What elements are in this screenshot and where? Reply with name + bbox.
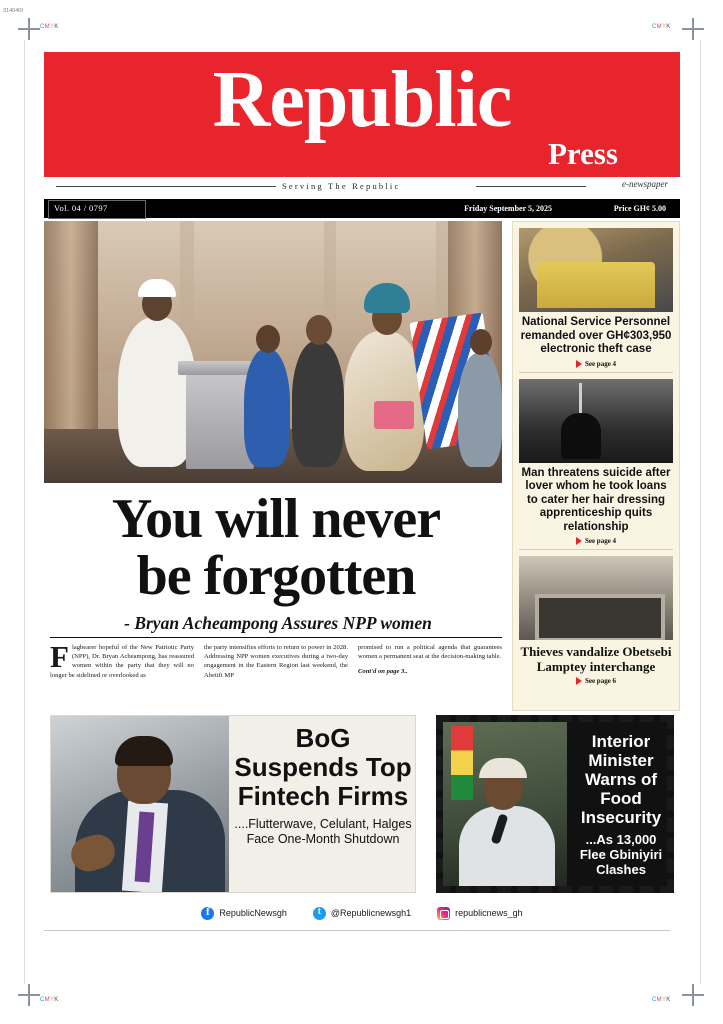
lead-photo bbox=[44, 221, 502, 483]
brief-caption: National Service Personnel remanded over GH¢303,950 electronic theft case bbox=[520, 316, 672, 355]
lead-headline-line1: You will never bbox=[111, 488, 441, 550]
page-body bbox=[44, 218, 680, 953]
instagram-handle: republicnews_gh bbox=[455, 908, 523, 918]
triangle-bullet-icon bbox=[576, 537, 582, 545]
publication-date: Friday September 5, 2025 bbox=[464, 204, 552, 213]
registration-mark-bottom-right bbox=[682, 984, 704, 1006]
bottom-stories bbox=[44, 715, 680, 897]
cover-price: Price GH¢ 5.00 bbox=[613, 204, 666, 213]
tagline-rule-left bbox=[56, 186, 276, 187]
photo-figure-speaker bbox=[118, 317, 196, 467]
newspaper-front-page bbox=[44, 52, 680, 952]
folio-bar bbox=[44, 199, 680, 218]
masthead bbox=[44, 52, 680, 177]
photo-figure-head bbox=[470, 329, 492, 355]
masthead-title: Republic bbox=[212, 56, 512, 144]
lead-kicker: - Bryan Acheampong Assures NPP women bbox=[124, 613, 432, 633]
bog-photo bbox=[51, 716, 229, 892]
interior-subheadline: ...As 13,000 Flee Gbiniyiri Clashes bbox=[579, 832, 663, 877]
social-footer bbox=[44, 902, 680, 924]
trim-line-right bbox=[700, 40, 701, 984]
tagline-rule-right bbox=[476, 186, 586, 187]
story-paragraph-3: promised to run a political agenda that guarantees women a permanent seat at the decision-making table. bbox=[358, 644, 502, 661]
instagram-icon bbox=[437, 907, 450, 920]
social-facebook[interactable] bbox=[201, 907, 287, 920]
photo-figure-head bbox=[306, 315, 332, 345]
brief-caption: Man threatens suicide after lover whom he took loans to cater her hair dressing apprenticeship quits relationship bbox=[521, 466, 671, 533]
story-paragraph-1: lagbearer hopeful of the New Patriotic Party (NPP), Dr. Bryan Acheampong, has reassured women within the party that they will no longer be sidelined or overlooked as bbox=[50, 644, 194, 679]
cmyk-label-top-left: CMYK bbox=[40, 24, 59, 30]
story-column-1 bbox=[50, 639, 194, 705]
footer-rule bbox=[44, 930, 670, 931]
tagline-row bbox=[44, 177, 680, 199]
plate-code: 314040f bbox=[3, 8, 23, 14]
interior-text-block bbox=[571, 732, 671, 877]
triangle-bullet-icon bbox=[576, 677, 582, 685]
story-dropcap: F bbox=[50, 639, 69, 674]
social-twitter[interactable] bbox=[313, 907, 411, 920]
photo-figure-crowd bbox=[458, 353, 502, 467]
bog-text-block bbox=[233, 724, 413, 847]
brief-photo-interchange bbox=[519, 556, 673, 640]
twitter-icon bbox=[313, 907, 326, 920]
lead-headline-line2: be forgotten bbox=[136, 545, 416, 607]
photo-handbag bbox=[374, 401, 414, 429]
facebook-handle: RepublicNewsgh bbox=[219, 908, 287, 918]
triangle-bullet-icon bbox=[576, 360, 582, 368]
twitter-handle: @Republicnewsgh1 bbox=[330, 908, 412, 918]
lead-story-text bbox=[50, 639, 502, 705]
photo-figure-head bbox=[256, 325, 280, 353]
sidebar-briefs bbox=[512, 221, 680, 711]
see-page-label: See page 4 bbox=[584, 537, 617, 545]
bog-subheadline: ....Flutterwave, Celulant, Halges Face One-Month Shutdown bbox=[234, 817, 412, 846]
brief-item-national-service[interactable] bbox=[513, 228, 679, 368]
edition-type-label: e-newspaper bbox=[622, 179, 668, 189]
lead-divider-rule bbox=[50, 637, 502, 638]
trim-line-left bbox=[24, 40, 25, 984]
volume-label: Vol. 04 / 0797 bbox=[54, 203, 108, 213]
photo-figure-crowd bbox=[244, 349, 290, 467]
registration-mark-top-right bbox=[682, 18, 704, 40]
story-column-2 bbox=[204, 643, 348, 705]
cmyk-label-bottom-right: CMYK bbox=[652, 997, 671, 1003]
interior-figure-cap bbox=[479, 758, 527, 778]
brief-item-interchange-vandalism[interactable] bbox=[513, 556, 679, 685]
bog-story-card[interactable] bbox=[50, 715, 416, 893]
brief-photo-national-service bbox=[519, 228, 673, 312]
brief-caption: Thieves vandalize Obetsebi Lamptey interchange bbox=[520, 644, 672, 674]
facebook-icon bbox=[201, 907, 214, 920]
masthead-subtitle: Press bbox=[547, 136, 618, 171]
registration-mark-bottom-left bbox=[18, 984, 40, 1006]
lead-story-column bbox=[44, 221, 502, 679]
tagline: Serving The Republic bbox=[282, 181, 401, 191]
interior-minister-story-card[interactable] bbox=[436, 715, 674, 893]
story-column-3 bbox=[358, 643, 502, 705]
bog-headline: BoG Suspends Top Fintech Firms bbox=[234, 723, 412, 811]
story-paragraph-2: the party intensifies efforts to return to power in 2028. Addressing NPP women executives during a two-day engagement in the Eastern Region last weekend, the Abetifi MP bbox=[204, 644, 348, 679]
cmyk-label-top-right: CMYK bbox=[652, 24, 671, 30]
social-instagram[interactable] bbox=[437, 907, 523, 920]
brief-photo-suicide-threat bbox=[519, 379, 673, 463]
interior-photo bbox=[443, 722, 567, 886]
continued-note: Cont'd on page 3.. bbox=[358, 668, 408, 676]
cmyk-label-bottom-left: CMYK bbox=[40, 997, 59, 1003]
brief-divider bbox=[519, 549, 673, 550]
see-page-link[interactable] bbox=[513, 677, 679, 685]
see-page-link[interactable] bbox=[513, 360, 679, 368]
see-page-link[interactable] bbox=[513, 537, 679, 545]
see-page-label: See page 6 bbox=[584, 677, 617, 685]
see-page-label: See page 4 bbox=[584, 359, 617, 368]
photo-figure-crowd bbox=[292, 341, 344, 467]
registration-mark-top-left bbox=[18, 18, 40, 40]
brief-divider bbox=[519, 372, 673, 373]
ghana-flag-icon bbox=[451, 726, 473, 800]
brief-item-suicide-threat[interactable] bbox=[513, 379, 679, 546]
bog-figure-hair bbox=[115, 736, 173, 766]
interior-headline: Interior Minister Warns of Food Insecurity bbox=[580, 732, 662, 827]
